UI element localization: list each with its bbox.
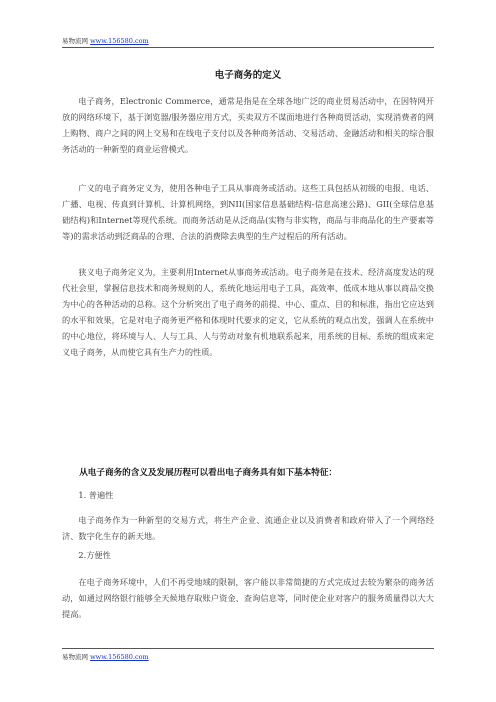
header-site-link[interactable]: www.156580.com — [90, 37, 149, 45]
paragraph-narrow-definition: 狭义电子商务定义为，主要利用Internet从事商务或活动。电子商务是在技术、经济高度发达的现代社会里，掌握信息技术和商务规则的人，系统化地运用电子工具，高效率、低成本地从事以商品交换为中心的各种活动的总称。这个分析突出了电子商务的前提、中心、重点、目的和标准，指出它应达到的水平和效果，它是对电子商务更严格和体现时代要求的定义，它从系统的观点出发，强调人在系统中的中心地位，将环境与人、人与工具、人与劳动对象有机地联系起来，用系统的目标、系统的组成来定义电子商务，从而使它具有生产力的性质。 — [62, 267, 434, 357]
page-footer — [62, 652, 434, 661]
footer-divider — [62, 648, 434, 649]
paragraph-broad-definition: 广义的电子商务定义为，使用各种电子工具从事商务或活动。这些工具包括从初级的电报、电话、广播、电视、传真到计算机、计算机网络，到NII(国家信息基础结构-信息高速公路)、GII(全球信息基础结构)和Internet等现代系统。而商务活动是从泛商品(实物与非实物，商品与非商品化的生产要素等等)的需求活动到泛商品的合理、合法的消费除去典型的生产过程后的所有活动。 — [62, 183, 434, 241]
header-site-name: 易物流网 — [62, 37, 88, 45]
feature-label-universality: 1. 普遍性 — [78, 490, 114, 500]
header-divider — [62, 47, 434, 48]
footer-site-link[interactable]: www.156580.com — [90, 653, 149, 661]
section-heading: 从电子商务的含义及发展历程可以看出电子商务具有如下基本特征： — [79, 468, 338, 478]
document-title: 电子商务的定义 — [214, 70, 282, 81]
feature-label-convenience: 2.方便性 — [78, 550, 111, 560]
feature-text-convenience: 在电子商务环境中，人们不再受地域的限制，客户能以非常简捷的方式完成过去较为繁杂的商务活动，如通过网络银行能够全天候地存取账户资金、查询信息等，同时使企业对客户的服务质量得以大大提高。 — [62, 577, 434, 619]
feature-text-universality: 电子商务作为一种新型的交易方式，将生产企业、流通企业以及消费者和政府带入了一个网络经济、数字化生存的新天地。 — [62, 515, 434, 541]
paragraph-definition: 电子商务，Electronic Commerce，通常是指是在全球各地广泛的商业贸易活动中，在因特网开放的网络环境下，基于浏览器/服务器应用方式，买卖双方不谋面地进行各种商贸活动，实现消费者的网上购物、商户之间的网上交易和在线电子支付以及各种商务活动、交易活动、金融活动和相关的综合服务活动的一种新型的商业运营模式。 — [62, 96, 434, 154]
page-header — [62, 36, 434, 45]
footer-site-name: 易物流网 — [62, 653, 88, 661]
